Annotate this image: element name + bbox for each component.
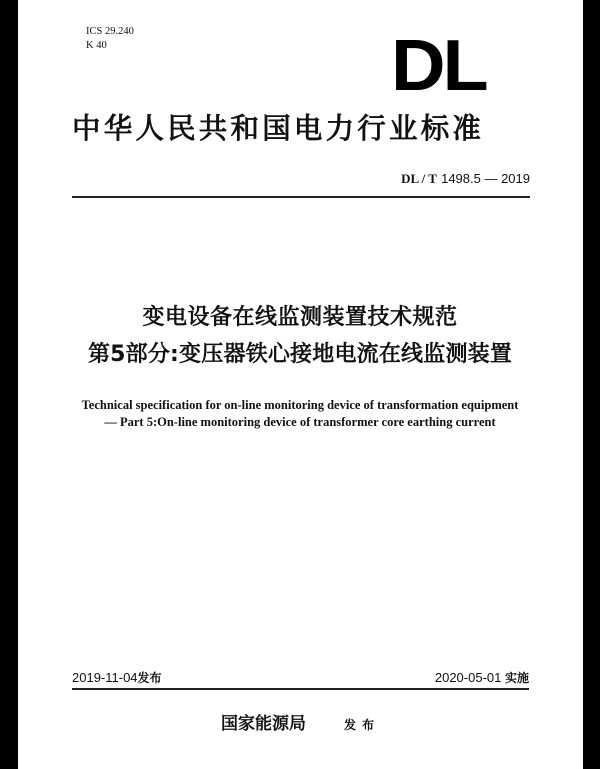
- standard-number: [340, 171, 530, 188]
- implementation-date-value: 2020-05-01: [434, 670, 502, 685]
- implementation-date-label: 实施: [504, 671, 529, 685]
- footer-divider: [72, 688, 529, 690]
- publisher-name: 国家能源局: [221, 714, 306, 734]
- classification-codes: [86, 25, 134, 53]
- standard-number-value: 1498.5 — 2019: [441, 171, 530, 186]
- ics-code: ICS 29.240: [86, 26, 134, 37]
- dl-logo: DL: [391, 26, 486, 106]
- standard-number-prefix: DL / T: [401, 171, 437, 186]
- issue-date-value: 2019-11-04: [72, 670, 138, 685]
- issue-date-label: 发布: [137, 671, 162, 685]
- ccs-code: K 40: [86, 40, 107, 51]
- publish-label: 发布: [344, 718, 381, 732]
- standard-category-title: 中华人民共和国电力行业标准: [72, 111, 485, 145]
- header-divider: [72, 196, 530, 198]
- chinese-title-line-1: 变电设备在线监测装置技术规范: [142, 305, 458, 330]
- english-title-line-2: — Part 5:On-line monitoring device of transformer core earthing current: [104, 415, 496, 429]
- issue-date: [72, 670, 162, 686]
- english-title-line-1: Technical specification for on-line monitoring device of transformation equipment: [81, 398, 519, 412]
- chinese-title-line-2: 第5部分:变压器铁心接地电流在线监测装置: [87, 342, 513, 367]
- implementation-date: [330, 670, 529, 686]
